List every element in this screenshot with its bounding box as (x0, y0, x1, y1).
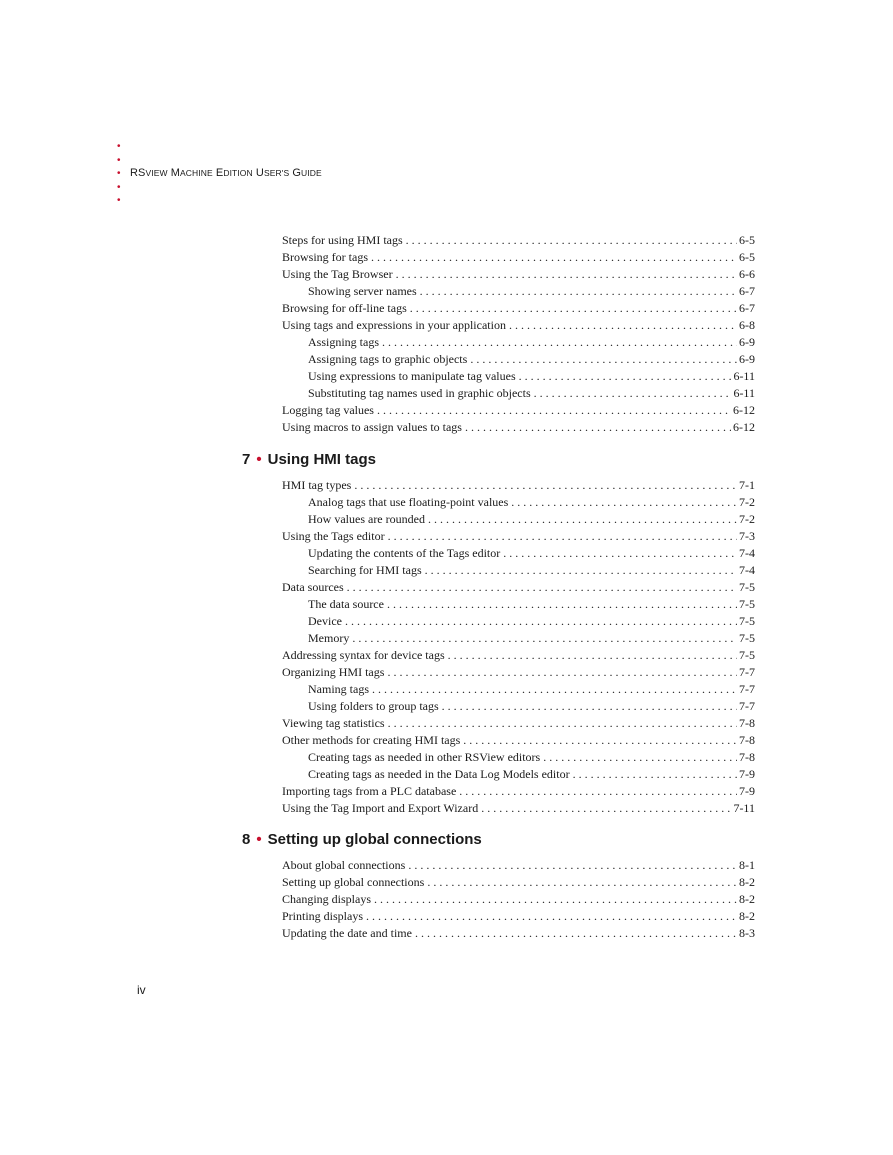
toc-entry[interactable] (282, 579, 755, 596)
toc-entry-page: 6-8 (739, 318, 755, 332)
toc-entry-title: Using the Tag Browser (282, 267, 393, 281)
toc-entry-title: Updating the contents of the Tags editor (308, 546, 501, 560)
toc-entry[interactable] (282, 732, 755, 749)
bullet-dot-icon: • (117, 168, 121, 179)
dot-leader (470, 351, 737, 368)
toc-entry[interactable] (308, 351, 755, 368)
chapter-bullet-icon: • (256, 831, 262, 848)
toc-entry-title: Assigning tags (308, 335, 380, 349)
toc-entry-page: 7-5 (739, 580, 755, 594)
dot-leader (377, 402, 731, 419)
toc-entry[interactable] (308, 545, 755, 562)
bullet-dot-icon: • (117, 141, 121, 152)
toc-entry-page: 7-8 (739, 750, 755, 764)
toc-entry[interactable] (282, 647, 755, 664)
toc-entry[interactable] (282, 477, 755, 494)
toc-entry-page: 7-7 (739, 699, 755, 713)
toc-entry-page: 6-12 (733, 403, 755, 417)
chapter-title: Setting up global connections (267, 831, 482, 848)
toc-entry-page: 6-6 (739, 267, 755, 281)
dot-leader (427, 874, 737, 891)
running-header (117, 140, 517, 208)
toc-entry-title: Importing tags from a PLC database (282, 784, 457, 798)
toc-entry-title: Steps for using HMI tags (282, 233, 403, 247)
toc-entry-page: 6-7 (739, 284, 755, 298)
toc-entry-title: Viewing tag statistics (282, 716, 385, 730)
dot-leader (481, 800, 731, 817)
toc-entry-title: Substituting tag names used in graphic objects (308, 386, 531, 400)
toc-entry[interactable] (308, 562, 755, 579)
toc-entry-title: Setting up global connections (282, 875, 425, 889)
dot-leader (408, 857, 737, 874)
toc-entry-page: 7-4 (739, 563, 755, 577)
chapter-heading (242, 829, 482, 851)
toc-entry[interactable] (308, 681, 755, 698)
toc-entry-page: 7-3 (739, 529, 755, 543)
toc-entry-page: 6-9 (739, 352, 755, 366)
toc-entry-title: HMI tag types (282, 478, 352, 492)
toc-entry-page: 6-12 (733, 420, 755, 434)
toc-entry-title: Data sources (282, 580, 344, 594)
toc-entry[interactable] (282, 783, 755, 800)
toc-entry-page: 7-7 (739, 665, 755, 679)
toc-entry-page: 7-8 (739, 733, 755, 747)
toc-entry-title: The data source (308, 597, 384, 611)
toc-entry[interactable] (308, 368, 755, 385)
toc-entry-title: Logging tag values (282, 403, 374, 417)
toc-entry-page: 8-2 (739, 909, 755, 923)
toc-entry[interactable] (308, 749, 755, 766)
toc-entry-title: Using the Tags editor (282, 529, 385, 543)
toc-entry[interactable] (282, 715, 755, 732)
dot-leader (415, 925, 737, 942)
dot-leader (573, 766, 737, 783)
toc-entry[interactable] (308, 613, 755, 630)
document-title: RSVIEW MACHINE EDITION USER'S GUIDE (130, 167, 322, 179)
toc-entry[interactable] (282, 891, 755, 908)
dot-leader (410, 300, 737, 317)
toc-entry-page: 7-2 (739, 512, 755, 526)
dot-leader (371, 249, 737, 266)
dot-leader (388, 528, 737, 545)
toc-entry[interactable] (282, 249, 755, 266)
toc-entry[interactable] (282, 874, 755, 891)
toc-entry-page: 8-3 (739, 926, 755, 940)
dot-leader (511, 494, 737, 511)
toc-entry-title: Changing displays (282, 892, 371, 906)
toc-entry[interactable] (282, 857, 755, 874)
chapter-bullet-icon: • (256, 451, 262, 468)
toc-entry-page: 7-1 (739, 478, 755, 492)
toc-entry-page: 7-7 (739, 682, 755, 696)
toc-entry-title: Browsing for off-line tags (282, 301, 407, 315)
toc-entry[interactable] (308, 511, 755, 528)
toc-entry[interactable] (282, 402, 755, 419)
page-number: iv (137, 983, 146, 997)
toc-entry-title: Browsing for tags (282, 250, 368, 264)
toc-entry[interactable] (282, 664, 755, 681)
dot-leader (396, 266, 737, 283)
dot-leader (503, 545, 737, 562)
dot-leader (406, 232, 737, 249)
dot-leader (448, 647, 737, 664)
toc-entry-title: Other methods for creating HMI tags (282, 733, 461, 747)
dot-leader (459, 783, 737, 800)
toc-entry[interactable] (308, 766, 755, 783)
toc-entry-title: Using macros to assign values to tags (282, 420, 462, 434)
toc-entry-page: 7-2 (739, 495, 755, 509)
toc-entry-page: 7-9 (739, 784, 755, 798)
toc-entry-page: 6-7 (739, 301, 755, 315)
toc-entry-title: Showing server names (308, 284, 417, 298)
dot-leader (354, 477, 737, 494)
toc-entry-title: Device (308, 614, 342, 628)
toc-entry[interactable] (282, 528, 755, 545)
toc-entry-page: 7-5 (739, 648, 755, 662)
dot-leader (388, 715, 737, 732)
dot-leader (425, 562, 737, 579)
toc-entry[interactable] (282, 300, 755, 317)
toc-entry-page: 7-8 (739, 716, 755, 730)
dot-leader (509, 317, 737, 334)
bullet-dot-icon: • (117, 195, 121, 206)
dot-leader (519, 368, 732, 385)
toc-entry-page: 7-5 (739, 597, 755, 611)
dot-leader (347, 579, 737, 596)
dot-leader (366, 908, 737, 925)
toc-entry-page: 7-11 (733, 801, 755, 815)
toc-entry[interactable] (282, 925, 755, 942)
toc-entry-title: Memory (308, 631, 350, 645)
toc-entry-title: About global connections (282, 858, 406, 872)
bullet-dot-icon: • (117, 154, 121, 166)
toc-entry-page: 7-5 (739, 614, 755, 628)
header-bullet-4 (117, 181, 517, 195)
toc-entry-page: 6-9 (739, 335, 755, 349)
dot-leader (420, 283, 737, 300)
header-bullet-3 (117, 167, 517, 181)
toc-entry-title: Using folders to group tags (308, 699, 439, 713)
toc-entry[interactable] (282, 266, 755, 283)
toc-entry-title: Analog tags that use floating-point values (308, 495, 509, 509)
toc-entry-title: Creating tags as needed in other RSView editors (308, 750, 541, 764)
toc-entry-title: Using expressions to manipulate tag values (308, 369, 516, 383)
dot-leader (428, 511, 737, 528)
dot-leader (465, 419, 731, 436)
chapter-number: 7 (242, 451, 251, 468)
chapter-number: 8 (242, 831, 251, 848)
dot-leader (345, 613, 737, 630)
toc-entry-title: Using the Tag Import and Export Wizard (282, 801, 479, 815)
toc-entry[interactable] (308, 596, 755, 613)
chapter-heading (242, 449, 376, 471)
toc-entry-page: 6-11 (733, 369, 755, 383)
toc-entry-title: Assigning tags to graphic objects (308, 352, 468, 366)
toc-entry-title: Updating the date and time (282, 926, 412, 940)
toc-entry-page: 8-1 (739, 858, 755, 872)
bullet-dot-icon: • (117, 181, 121, 193)
dot-leader (387, 664, 737, 681)
dot-leader (374, 891, 737, 908)
header-bullet-2 (117, 154, 517, 168)
dot-leader (534, 385, 732, 402)
toc-entry-title: Using tags and expressions in your application (282, 318, 506, 332)
dot-leader (382, 334, 737, 351)
header-bullet-5 (117, 194, 517, 208)
toc-entry[interactable] (308, 385, 755, 402)
dot-leader (442, 698, 737, 715)
dot-leader (463, 732, 737, 749)
toc-entry[interactable] (282, 800, 755, 817)
header-bullet-1 (117, 140, 517, 154)
toc-entry-title: Naming tags (308, 682, 369, 696)
toc-entry-title: Searching for HMI tags (308, 563, 422, 577)
toc-entry-title: Organizing HMI tags (282, 665, 385, 679)
toc-entry-title: Addressing syntax for device tags (282, 648, 445, 662)
toc-entry[interactable] (308, 283, 755, 300)
toc-entry[interactable] (282, 232, 755, 249)
toc-entry-page: 6-5 (739, 233, 755, 247)
toc-entry[interactable] (282, 419, 755, 436)
toc-entry-page: 7-9 (739, 767, 755, 781)
toc-entry-page: 7-4 (739, 546, 755, 560)
toc-entry[interactable] (282, 908, 755, 925)
dot-leader (352, 630, 737, 647)
dot-leader (387, 596, 737, 613)
dot-leader (372, 681, 737, 698)
toc-entry[interactable] (308, 698, 755, 715)
toc-entry-page: 6-5 (739, 250, 755, 264)
toc-entry-page: 6-11 (733, 386, 755, 400)
toc-entry-title: Printing displays (282, 909, 364, 923)
toc-entry[interactable] (308, 334, 755, 351)
toc-entry-page: 8-2 (739, 892, 755, 906)
toc-entry-title: How values are rounded (308, 512, 425, 526)
toc-entry[interactable] (308, 494, 755, 511)
dot-leader (543, 749, 737, 766)
toc-entry-title: Creating tags as needed in the Data Log Models editor (308, 767, 570, 781)
toc-entry[interactable] (308, 630, 755, 647)
toc-entry-page: 8-2 (739, 875, 755, 889)
chapter-title: Using HMI tags (267, 451, 376, 468)
toc-entry[interactable] (282, 317, 755, 334)
toc-entry-page: 7-5 (739, 631, 755, 645)
